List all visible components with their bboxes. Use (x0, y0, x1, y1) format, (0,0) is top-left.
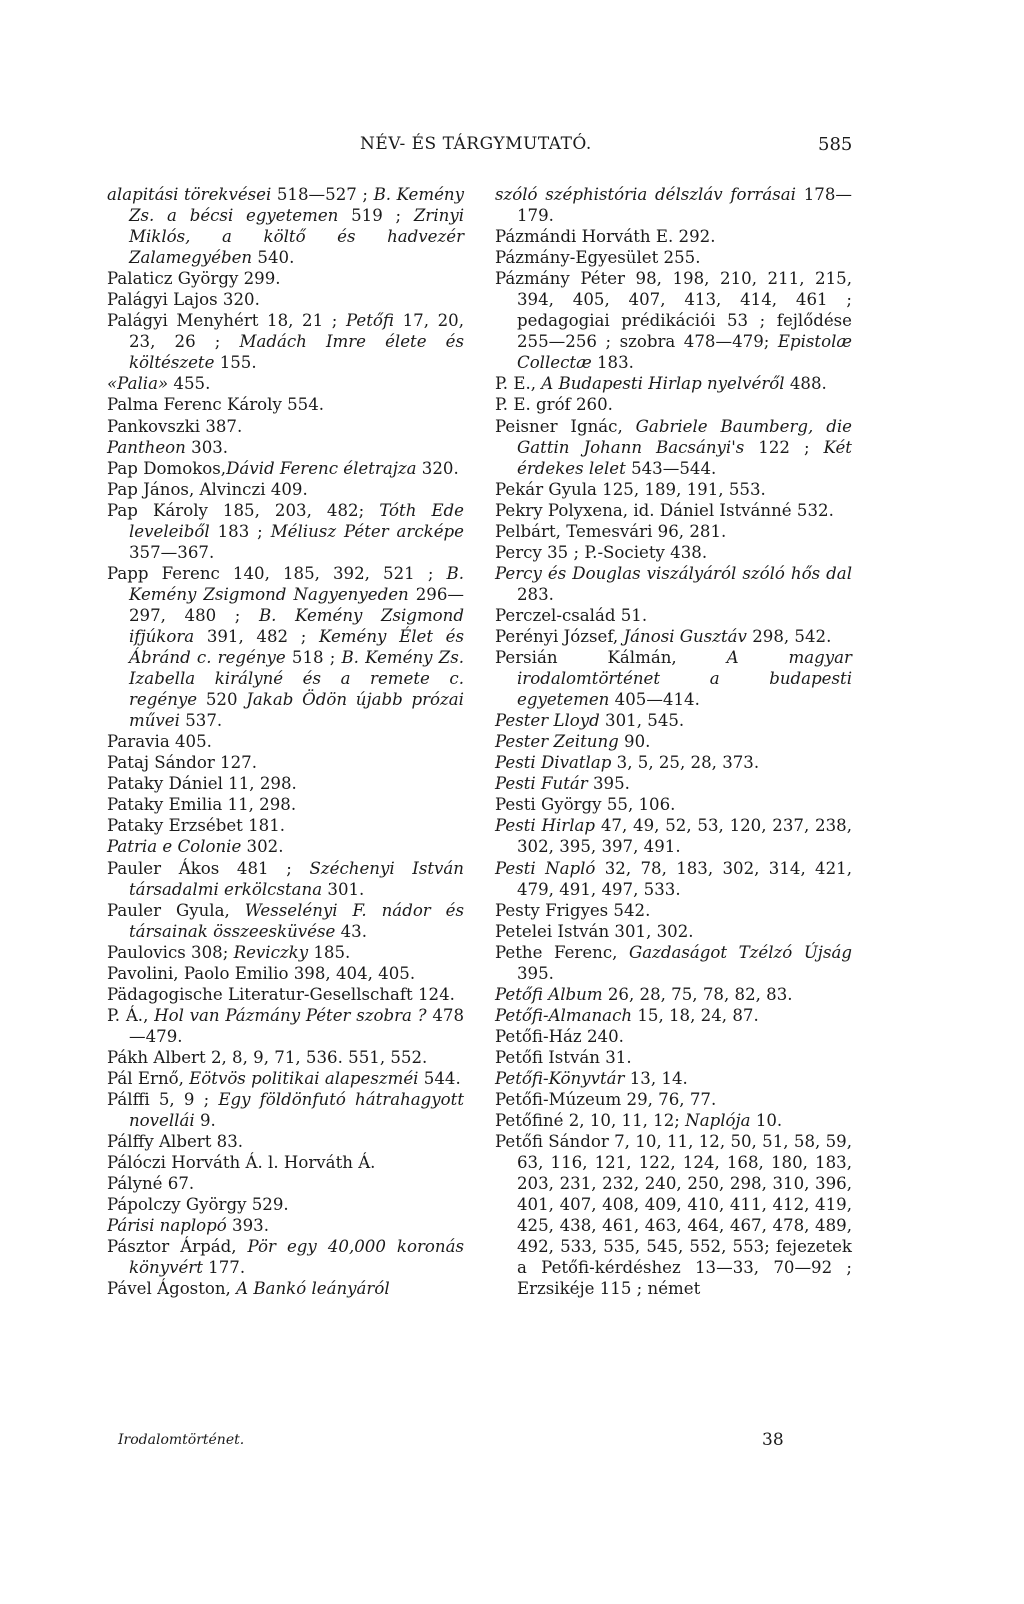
entry-text: 303. (185, 437, 229, 457)
index-entry (107, 815, 464, 836)
index-column-left (107, 184, 464, 1299)
index-entry (495, 815, 852, 857)
entry-title-italic: Epistolæ Collectæ (517, 332, 852, 373)
page-header (0, 134, 1024, 162)
entry-title-italic: Petőfi-Almanach (495, 1005, 633, 1025)
entry-text: 543—544. (625, 458, 717, 478)
index-entry (107, 268, 464, 289)
entry-text: 13, 14. (624, 1068, 688, 1088)
entry-text: Percy 35 ; P.-Society 438. (495, 542, 708, 562)
page-footer (0, 1432, 1024, 1454)
entry-title-italic: Pör egy 40,000 koronás könyvért (129, 1237, 464, 1278)
index-entry (495, 731, 852, 752)
entry-text: 122 ; (744, 437, 824, 457)
entry-title-italic: Tóth Ede leveleiből (129, 500, 464, 541)
entry-text: Pekár Gyula 125, 189, 191, 553. (495, 479, 766, 499)
entry-text: Paravia 405. (107, 732, 212, 752)
entry-title-italic: Méliusz Péter arcképe (270, 521, 464, 541)
entry-text: Pelbárt, Temesvári 96, 281. (495, 521, 727, 541)
entry-text: Pap Domokos, (107, 458, 227, 478)
entry-text: Perényi József, (495, 626, 624, 646)
entry-text: Palágyi Menyhért 18, 21 ; (107, 311, 346, 331)
entry-text: Perczel-család 51. (495, 605, 648, 625)
index-entry (495, 268, 852, 373)
entry-text: Pál Ernő, (107, 1068, 190, 1088)
entry-text: 518—527 ; (271, 185, 374, 204)
entry-text: Pataky Erzsébet 181. (107, 816, 286, 836)
entry-text: Pápolczy György 529. (107, 1195, 289, 1215)
index-entry (495, 942, 852, 984)
entry-title-italic: Reviczky (233, 942, 309, 962)
page-number: 585 (818, 134, 853, 155)
entry-text: Pázmány Péter 98, 198, 210, 211, 215, 394, 405, 407, 413, 414, 461 ; pedagogiai prédikációi 53 ; fejlődése 255—256 ; szobra 478—479; (495, 269, 852, 352)
entry-title-italic: Kemény Élet és Ábránd c. regénye (129, 626, 464, 668)
index-entry (495, 500, 852, 521)
signature-mark: Irodalomtörténet. (118, 1432, 245, 1448)
entry-text: Pesti György 55, 106. (495, 795, 676, 815)
entry-text: Paulovics 308; (107, 942, 234, 962)
entry-title-italic: A magyar irodalomtörténet a budapesti egyetemen (517, 648, 852, 710)
running-head-title: NÉV- ÉS TÁRGYMUTATÓ. (360, 134, 592, 154)
entry-text: Pap János, Alvinczi 409. (107, 479, 308, 499)
entry-title-italic: szóló széphistória délszláv forrásai (495, 185, 796, 204)
index-entry (107, 1089, 464, 1131)
index-entry (107, 500, 464, 563)
entry-text: 47, 49, 52, 53, 120, 237, 238, 302, 395, 397, 491. (517, 816, 852, 857)
index-entry (495, 521, 852, 542)
index-entry (495, 1026, 852, 1047)
entry-text: Pekry Polyxena, id. Dániel Istvánné 532. (495, 500, 834, 520)
entry-text: 177. (202, 1258, 246, 1278)
index-entry (107, 289, 464, 310)
entry-text: Pálóczi Horváth Á. l. Horváth Á. (107, 1153, 376, 1173)
index-entry (495, 226, 852, 247)
entry-text: 520 (197, 690, 247, 710)
entry-text: 391, 482 ; (194, 626, 320, 646)
entry-title-italic: Jánosi Gusztáv (623, 626, 747, 646)
entry-text: 395. (587, 774, 630, 794)
entry-text: 298, 542. (746, 626, 832, 646)
index-entry (107, 563, 464, 731)
index-entry (495, 984, 852, 1005)
entry-text: 283. (517, 584, 554, 604)
index-entry (495, 921, 852, 942)
index-entry (107, 1047, 464, 1068)
entry-text: Palaticz György 299. (107, 269, 281, 289)
entry-text: Pavolini, Paolo Emilio 398, 404, 405. (107, 963, 416, 983)
index-entry (107, 858, 464, 900)
index-entry (495, 542, 852, 563)
index-entry (107, 394, 464, 415)
index-entry (107, 1215, 464, 1236)
entry-title-italic: Pesti Futár (495, 774, 588, 794)
entry-text: Pázmándi Horváth E. 292. (495, 227, 716, 247)
entry-text: 32, 78, 183, 302, 314, 421, 479, 491, 497, 533. (517, 858, 852, 899)
index-entry (107, 1131, 464, 1152)
index-entry (107, 310, 464, 373)
entry-title-italic: Párisi naplopó (107, 1216, 227, 1236)
entry-text: 183 ; (209, 521, 271, 541)
index-entry (495, 773, 852, 794)
entry-title-italic: Petőfi Album (495, 984, 603, 1004)
entry-text: 537. (179, 711, 223, 731)
index-entry (107, 773, 464, 794)
index-entry (495, 710, 852, 731)
entry-text: 405—414. (609, 690, 700, 710)
entry-text: 393. (226, 1216, 269, 1236)
index-entry (495, 626, 852, 647)
entry-text: 296—297, 480 ; (129, 584, 464, 625)
entry-text: P. E., (495, 374, 542, 394)
entry-title-italic: Jakab Ödön újabb prózai művei (129, 690, 464, 731)
index-entry (495, 647, 852, 710)
entry-title-italic: Madách Imre élete és költészete (129, 332, 464, 373)
entry-text: 320. (416, 458, 459, 478)
index-entry (495, 1131, 852, 1299)
entry-title-italic: Pesti Divatlap (495, 753, 612, 773)
entry-title-italic: B. Kemény Zs. Izabella királyné és a remete c. regénye (129, 648, 464, 710)
entry-title-italic: Naplója (685, 1111, 751, 1131)
index-entry (495, 247, 852, 268)
entry-text: 155. (214, 353, 257, 373)
index-entry (107, 373, 464, 394)
entry-text: Palágyi Lajos 320. (107, 290, 260, 310)
index-entry (495, 373, 852, 394)
entry-title-italic: Petőfi-Könyvtár (495, 1068, 625, 1088)
entry-text: Petőfi-Múzeum 29, 76, 77. (495, 1090, 717, 1110)
entry-title-italic: Wesselényi F. nádor és társainak összeesküvése (129, 900, 465, 941)
entry-title-italic: B. Kemény Zs. a bécsi egyetemen (129, 185, 464, 226)
entry-title-italic: Pester Zeitung (495, 732, 619, 752)
index-entry (107, 1278, 464, 1299)
index-entry (107, 1236, 464, 1278)
entry-text: Palma Ferenc Károly 554. (107, 395, 325, 415)
index-entry (107, 984, 464, 1005)
entry-text: Petőfiné 2, 10, 11, 12; (495, 1111, 686, 1131)
index-entry (495, 794, 852, 815)
entry-text: P. Á., (107, 1005, 155, 1025)
entry-text: 301, 545. (599, 711, 685, 731)
index-entry (107, 836, 464, 857)
index-entry (495, 1068, 852, 1089)
entry-text: Papp Ferenc 140, 185, 392, 521 ; (107, 563, 447, 583)
entry-text: 455. (168, 374, 211, 394)
entry-text: Pálffy Albert 83. (107, 1132, 244, 1152)
index-entry (107, 1173, 464, 1194)
entry-text: Pap Károly 185, 203, 482; (107, 500, 380, 520)
entry-title-italic: Hol van Pázmány Péter szobra ? (154, 1005, 427, 1025)
entry-text: Petőfi István 31. (495, 1047, 632, 1067)
entry-text: 43. (335, 921, 367, 941)
entry-text: Pethe Ferenc, (495, 942, 629, 962)
entry-text: Pákh Albert 2, 8, 9, 71, 536. 551, 552. (107, 1047, 428, 1067)
entry-text: Petőfi-Ház 240. (495, 1026, 624, 1046)
entry-title-italic: A Bankó leányáról (236, 1279, 390, 1299)
entry-text: 519 ; (338, 206, 414, 226)
entry-text: 544. (418, 1068, 461, 1088)
entry-title-italic: Pesti Napló (495, 858, 596, 878)
index-column-right (495, 184, 852, 1299)
entry-text: Petőfi Sándor 7, 10, 11, 12, 50, 51, 58, 59, 63, 116, 121, 122, 124, 168, 180, 183, 203, 231, 232, 240, 250, 298, 310, 396, 401, 407, 408, 409, 410, 411, 412, 419, 425, 438, 461, 463, 464, 467, 478, 489, 492, 533, 535, 545, 552, 553; fejezetek a Petőfi-kérdéshez 13—33, 70—92 ; Erzsikéje 115 ; német (495, 1132, 852, 1299)
entry-text: 395. (517, 963, 554, 983)
entry-title-italic: «Palia» (107, 374, 169, 394)
entry-title-italic: Gabriele Baumberg, die Gattin Johann Bacsányi's (517, 416, 852, 457)
entry-title-italic: B. Kemény Zsigmond Nagyenyeden (129, 563, 464, 604)
entry-text: Pesty Frigyes 542. (495, 900, 651, 920)
entry-text: 518 ; (285, 648, 342, 668)
entry-text: 9. (194, 1111, 216, 1131)
index-entry (107, 1005, 464, 1047)
index-entry (495, 1005, 852, 1026)
entry-text: Pataky Emilia 11, 298. (107, 795, 297, 815)
index-entry (495, 858, 852, 900)
index-entry (107, 1068, 464, 1089)
index-entry (495, 900, 852, 921)
entry-title-italic: Gazdaságot Tzélzó Újság (628, 942, 852, 962)
entry-text: P. E. gróf 260. (495, 395, 613, 415)
entry-title-italic: A Budapesti Hirlap nyelvéről (541, 374, 785, 394)
index-entry (107, 458, 464, 479)
entry-title-italic: Két érdekes lelet (517, 437, 852, 478)
index-entry (107, 1152, 464, 1173)
entry-text: 10. (750, 1111, 783, 1131)
entry-text: Petelei István 301, 302. (495, 921, 694, 941)
entry-text: Pauler Ákos 481 ; (107, 858, 310, 878)
index-entry (107, 963, 464, 984)
entry-text: 488. (784, 374, 827, 394)
entry-text: 90. (618, 732, 651, 752)
index-entry (107, 1194, 464, 1215)
entry-text: Persián Kálmán, (495, 648, 727, 668)
index-entry (495, 563, 852, 605)
index-entry (107, 794, 464, 815)
index-entry (495, 1089, 852, 1110)
index-entry (495, 416, 852, 479)
index-entry (495, 752, 852, 773)
entry-text: Pável Ágoston, (107, 1279, 237, 1299)
index-entry (107, 942, 464, 963)
entry-text: Pázmány-Egyesület 255. (495, 248, 701, 268)
index-entry (107, 479, 464, 500)
index-entry (107, 752, 464, 773)
entry-text: 178—179. (517, 185, 852, 226)
entry-title-italic: Széchenyi István társadalmi erkölcstana (129, 858, 464, 899)
entry-text: Pataj Sándor 127. (107, 753, 258, 773)
entry-text: 357—367. (129, 542, 215, 562)
entry-title-italic: Zrinyi Miklós, a költő és hadvezér Zalamegyében (129, 206, 465, 268)
entry-text: 478—479. (129, 1005, 464, 1046)
index-entry (107, 184, 464, 268)
entry-text: 15, 18, 24, 87. (632, 1005, 759, 1025)
entry-title-italic: Pester Lloyd (495, 711, 600, 731)
entry-text: Pauler Gyula, (107, 900, 245, 920)
index-entry (495, 1047, 852, 1068)
entry-text: Pálffi 5, 9 ; (107, 1090, 219, 1110)
entry-text: 183. (591, 353, 634, 373)
index-entry (495, 605, 852, 626)
index-entry (107, 900, 464, 942)
entry-text: Pädagogische Literatur-Gesellschaft 124. (107, 984, 455, 1004)
entry-text: 301. (322, 879, 365, 899)
sheet-number: 38 (762, 1430, 784, 1450)
entry-text: Peisner Ignác, (495, 416, 636, 436)
entry-title-italic: B. Kemény Zsigmond ifjúkora (129, 605, 464, 646)
entry-title-italic: Pantheon (107, 437, 186, 457)
entry-title-italic: Eötvös politikai alapeszméi (189, 1068, 419, 1088)
entry-text: Pályné 67. (107, 1174, 195, 1194)
entry-text: 3, 5, 25, 28, 373. (611, 753, 760, 773)
entry-text: 26, 28, 75, 78, 82, 83. (602, 984, 793, 1004)
entry-text: 185. (308, 942, 351, 962)
index-entry (495, 479, 852, 500)
index-entry (107, 437, 464, 458)
entry-text: 540. (252, 248, 295, 268)
entry-title-italic: Petőfi (346, 311, 394, 331)
index-entry (107, 416, 464, 437)
entry-text: Pankovszki 387. (107, 416, 243, 436)
entry-title-italic: Egy földönfutó hátrahagyott novellái (129, 1090, 464, 1131)
entry-title-italic: Dávid Ferenc életrajza (226, 458, 417, 478)
index-entry (107, 731, 464, 752)
entry-text: 302. (241, 837, 284, 857)
entry-title-italic: Percy és Douglas viszályáról szóló hős dal (495, 563, 852, 583)
index-entry (495, 184, 852, 226)
entry-title-italic: Patria e Colonie (107, 837, 242, 857)
entry-title-italic: Pesti Hirlap (495, 816, 596, 836)
index-entry (495, 394, 852, 415)
entry-text: Pásztor Árpád, (107, 1237, 248, 1257)
entry-text: Pataky Dániel 11, 298. (107, 774, 297, 794)
index-entry (495, 1110, 852, 1131)
entry-text: 17, 20, 23, 26 ; (129, 311, 464, 352)
entry-title-italic: alapitási törekvései (107, 185, 272, 204)
